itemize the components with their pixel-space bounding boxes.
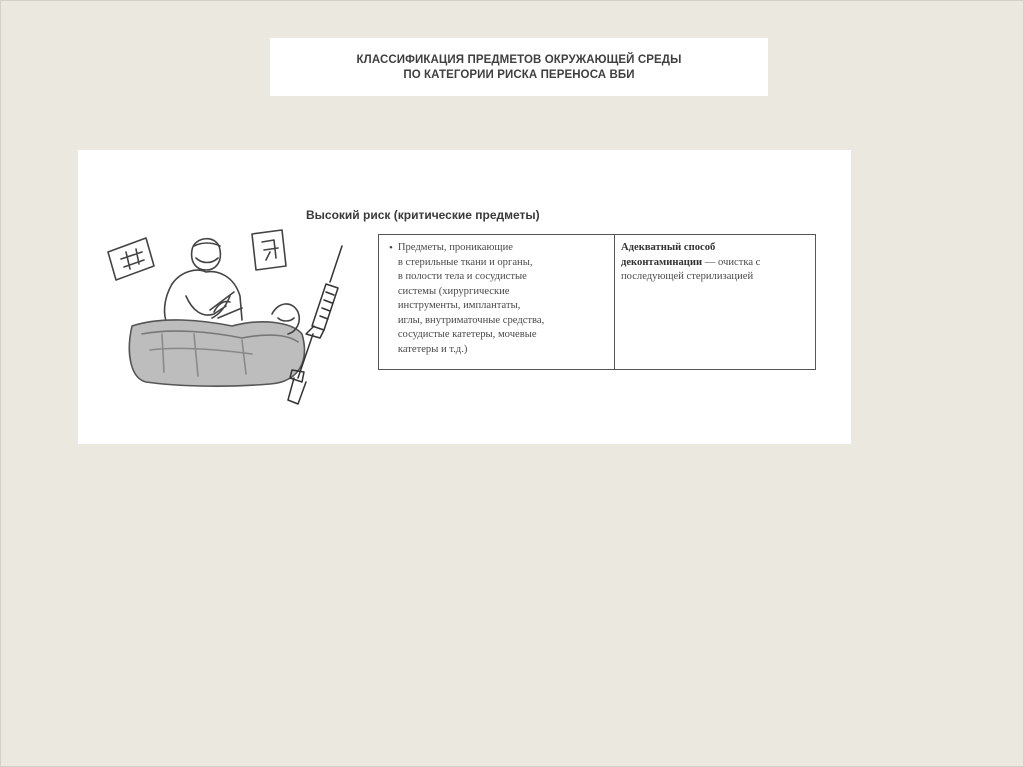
- items-line: в стерильные ткани и органы,: [397, 256, 533, 268]
- items-line: иглы, внутриматочные средства,: [397, 314, 545, 326]
- items-line: Предметы, проникающие: [397, 242, 513, 253]
- method-cell: [615, 235, 815, 369]
- title-box: [270, 38, 768, 96]
- items-cell: [379, 235, 615, 369]
- risk-table: [378, 234, 816, 370]
- section-heading: Высокий риск (критические предметы): [306, 208, 540, 222]
- method-line: [621, 241, 809, 256]
- items-line: системы (хирургические: [397, 285, 510, 297]
- method-line: [621, 256, 809, 271]
- method-text: — очистка с: [702, 256, 761, 268]
- items-line: в полости тела и сосудистые: [397, 271, 527, 282]
- items-line: инструменты, имплантаты,: [397, 300, 521, 311]
- method-line: последующей стерилизацией: [621, 271, 754, 282]
- surgery-illustration: [102, 222, 372, 422]
- items-line: катетеры и т.д.): [397, 343, 468, 355]
- method-label: Адекватный способ: [621, 242, 716, 253]
- bullet: •: [389, 242, 393, 254]
- method-label: деконтаминации: [621, 256, 703, 268]
- title-line-1: КЛАССИФИКАЦИЯ ПРЕДМЕТОВ ОКРУЖАЮЩЕЙ СРЕДЫ: [356, 54, 682, 66]
- items-line: сосудистые катетеры, мочевые: [397, 329, 537, 340]
- items-list: [398, 241, 544, 365]
- title-line-2: ПО КАТЕГОРИИ РИСКА ПЕРЕНОСА ВБИ: [403, 69, 635, 81]
- syringe-icon: [288, 246, 342, 404]
- content-image: [78, 150, 851, 444]
- monitor-sign-icon: [108, 238, 154, 280]
- monitor-sign-icon: [252, 230, 286, 270]
